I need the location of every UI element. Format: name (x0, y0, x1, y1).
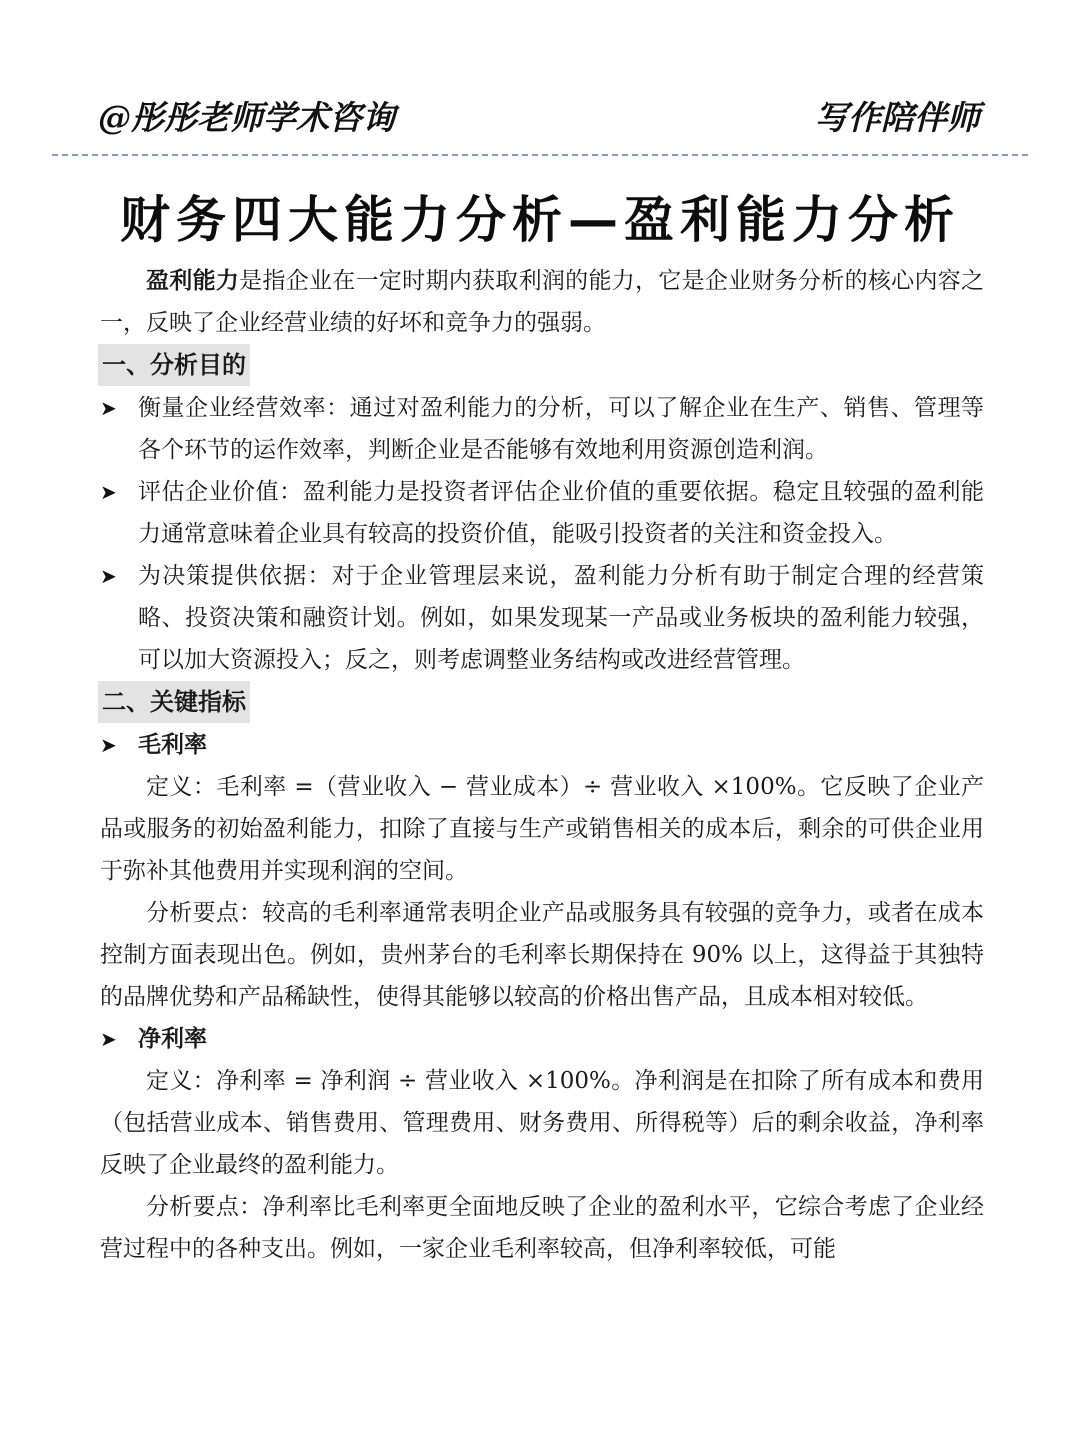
arrow-bullet-icon: ➤ (100, 1027, 117, 1051)
list-item (100, 555, 984, 681)
list-item-text: 评估企业价值：盈利能力是投资者评估企业价值的重要依据。稳定且较强的盈利能力通常意味着企业具有较高的投资价值，能吸引投资者的关注和资金投入。 (138, 479, 984, 547)
document-body (100, 260, 984, 1270)
list-item-text: 衡量企业经营效率：通过对盈利能力的分析，可以了解企业在生产、销售、管理等各个环节的运作效率，判断企业是否能够有效地利用资源创造利润。 (138, 395, 984, 463)
header-divider (52, 154, 1028, 156)
indicator-heading-net-margin: ➤ 净利率 (100, 1018, 984, 1060)
page-title: 财务四大能力分析—盈利能力分析 (120, 191, 960, 249)
indicator-heading-gross-margin: ➤ 毛利率 (100, 724, 984, 766)
arrow-bullet-icon: ➤ (100, 733, 117, 757)
list-item-text: 为决策提供依据：对于企业管理层来说，盈利能力分析有助于制定合理的经营策略、投资决策和融资计划。例如，如果发现某一产品或业务板块的盈利能力较强，可以加大资源投入；反之，则考虑调整业务结构或改进经营管理。 (138, 563, 984, 673)
list-item (100, 387, 984, 471)
net-margin-analysis: 分析要点：净利率比毛利率更全面地反映了企业的盈利水平，它综合考虑了企业经营过程中的各种支出。例如，一家企业毛利率较高，但净利率较低，可能 (100, 1194, 984, 1262)
gross-margin-definition: 定义：毛利率 =（营业收入 − 营业成本）÷ 营业收入 ×100%。它反映了企业产品或服务的初始盈利能力，扣除了直接与生产或销售相关的成本后，剩余的可供企业用于弥补其他费用并实现利润的空间。 (100, 774, 984, 884)
gross-margin-analysis: 分析要点：较高的毛利率通常表明企业产品或服务具有较强的竞争力，或者在成本控制方面表现出色。例如，贵州茅台的毛利率长期保持在 90% 以上，这得益于其独特的品牌优势和产品稀缺性，使得其能够以较高的价格出售产品，且成本相对较低。 (100, 900, 984, 1010)
arrow-bullet-icon: ➤ (100, 396, 117, 420)
author-handle: @彤彤老师学术咨询 (98, 98, 395, 137)
intro-paragraph (100, 260, 984, 344)
intro-text: 是指企业在一定时期内获取利润的能力，它是企业财务分析的核心内容之一，反映了企业经营业绩的好坏和竞争力的强弱。 (100, 268, 985, 336)
intro-lead: 盈利能力 (146, 267, 240, 294)
section-heading-indicators: 二、关键指标 (98, 681, 250, 723)
net-margin-definition: 定义：净利率 = 净利润 ÷ 营业收入 ×100%。净利润是在扣除了所有成本和费用（包括营业成本、销售费用、管理费用、财务费用、所得税等）后的剩余收益，净利率反映了企业最终的盈利能力。 (100, 1068, 984, 1178)
page-header (98, 92, 980, 139)
arrow-bullet-icon: ➤ (100, 480, 117, 504)
author-role: 写作陪伴师 (815, 98, 980, 137)
arrow-bullet-icon: ➤ (100, 564, 117, 588)
section-heading-purpose: 一、分析目的 (98, 344, 250, 386)
list-item (100, 471, 984, 555)
